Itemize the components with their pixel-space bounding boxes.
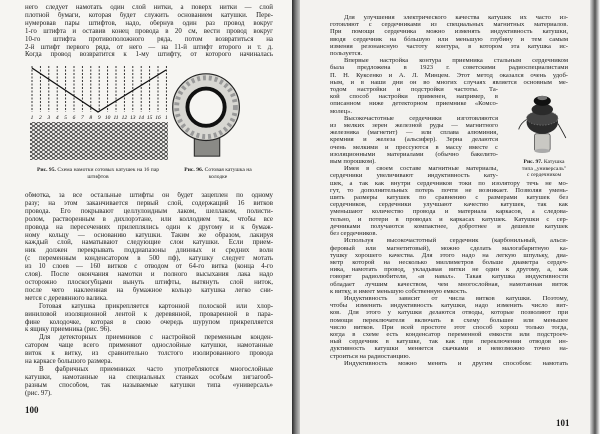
text-line: ника, намотать провод, укладывая витки не один к другому, а, как bbox=[330, 266, 568, 274]
pin-number: 7 bbox=[81, 115, 84, 121]
text-line: 10-го штифта противоположного ряда, потом возвратиться на bbox=[25, 35, 273, 43]
text-line: ный сердечник в катушке, так как при переключении отводов ин- bbox=[330, 338, 568, 346]
figure-96-coil-on-block bbox=[168, 66, 248, 164]
pin-number: 3 bbox=[47, 115, 51, 121]
right-page bbox=[300, 0, 590, 434]
text-line: пользуется. bbox=[330, 50, 363, 58]
text-line: на каркасе большого размера. bbox=[25, 358, 113, 366]
text-line: изменяя резонансную частоту контура, в котором эта катушка ис- bbox=[330, 42, 568, 50]
pin-number: 16 bbox=[155, 115, 161, 121]
page-edge bbox=[590, 0, 600, 434]
pin-number: 1 bbox=[30, 115, 34, 121]
text-line: гут, то дополнительных потерь почти не возникает. Позволяя умень- bbox=[330, 186, 568, 194]
pin-number: 6 bbox=[72, 115, 76, 121]
text-line: П. Н. Куксенко и А. Л. Минцем. Этот метод оказался очень удоб- bbox=[330, 71, 568, 79]
text-line: В фабричных приемниках часто употребляются многослойные bbox=[39, 365, 273, 373]
text-line: к ящику приемника (рис. 96). bbox=[25, 326, 112, 334]
text-line: феровый или магнетитовый), можно сделать малогабаритную ка- bbox=[330, 244, 568, 252]
text-line: провода. Его покрывают целлулоидным лаком, шеллаком, полисти- bbox=[25, 207, 273, 215]
figure-96-label: Рис. 96. bbox=[184, 167, 204, 173]
pin-number: 13 bbox=[130, 115, 136, 121]
left-text-top bbox=[25, 4, 273, 59]
text-line: метр которой на несколько миллиметров больше диаметра сердеч- bbox=[330, 258, 568, 266]
figure-96-caption bbox=[178, 167, 258, 180]
figure-96-text: Сотовая катушка на колодке bbox=[204, 167, 252, 180]
text-line: изоляционными материалами (обычно бакелито- bbox=[330, 150, 498, 158]
pin-number: 10 bbox=[104, 115, 111, 121]
figure-97-label: Рис. 97. bbox=[523, 159, 543, 165]
winding-mesh bbox=[30, 122, 168, 160]
text-line: говорят радиолюбители, «в навал». Такая катушка индуктивности bbox=[330, 273, 568, 281]
pin-number: 5 bbox=[64, 115, 67, 121]
figure-97-caption-line: с сердечником bbox=[526, 172, 562, 179]
text-line: Впервые настройка контура приемника стальным сердечником bbox=[344, 57, 568, 65]
text-line: виток к витку, из сравнительно толстого изолированного провода bbox=[25, 350, 273, 358]
left-page bbox=[0, 0, 294, 434]
text-line: него следует намотать один слой нитки, а поверх нитки — слой bbox=[25, 4, 273, 11]
text-line: тушку хорошего качества. Для этого надо на легкую шпульку, диа- bbox=[330, 251, 568, 259]
pin-number: 8 bbox=[89, 115, 93, 121]
figure-97-caption bbox=[503, 159, 585, 179]
text-line: чтобы изменить индуктивность катушки, надо изменить число вит- bbox=[330, 302, 568, 310]
text-line: плотной бумаги, которая будет служить основанием катушки. Пере- bbox=[25, 11, 273, 19]
text-line: шить размеры катушек по сравнению с размерами катушек без bbox=[330, 194, 568, 202]
text-line: после чего наклеенная на бумажное кольцо катушка легко сни- bbox=[25, 286, 273, 294]
text-line: кой способ настройки применен, например, в bbox=[330, 93, 498, 101]
figure-95-text: Схема намотки сотовых катушек на 16 пар штифтов bbox=[57, 167, 160, 180]
text-line: (рис. 97). bbox=[25, 389, 52, 397]
page-number-right: 101 bbox=[556, 418, 570, 428]
text-line: слоя). После окончания намотки и полного высыхания лака надо bbox=[25, 271, 273, 279]
text-line: (с переменным конденсатором в 500 пф), катушку следует мотать bbox=[25, 255, 273, 263]
figure-97-caption-line: Катушка bbox=[543, 159, 565, 165]
figure-95-winding-scheme bbox=[26, 64, 176, 164]
text-line: дечниками получаются компактнее, добротнее и дешевле катушек bbox=[330, 222, 568, 230]
pin-number: 12 bbox=[121, 115, 128, 121]
text-line: очень мелкими и прессуются в массу вместе с bbox=[330, 143, 498, 151]
text-line: из 10 слоев — 160 витков с отводом от 64-го витка (конца 4-го bbox=[25, 263, 273, 271]
figure-95-label: Рис. 95. bbox=[36, 167, 56, 173]
text-line: число витков. При всей простоте этот способ хорош только тогда, bbox=[330, 323, 568, 331]
text-line: Для детекторных приемников с настройкой переменным конден- bbox=[39, 334, 273, 342]
text-line: каждый слой, наматывают следующие слои катушки. Если прием- bbox=[25, 239, 273, 247]
text-line: ному кольцу — основанию катушки. Таким же образом, лакируя bbox=[25, 231, 273, 239]
text-line: фине колодочке, которая в свою очередь шурупом прикрепляется bbox=[25, 318, 273, 326]
pin-number: 14 bbox=[138, 115, 144, 121]
text-line: вым порошком). bbox=[330, 158, 376, 166]
text-line: без сердечников. bbox=[330, 230, 378, 238]
text-line: нумеровав пары штифтов, надо, обернув один раз провод вокруг bbox=[25, 19, 273, 27]
text-line: уменьшают количество провода и материала каркасов, а следова- bbox=[330, 208, 568, 216]
text-line: провода на пересечениях прилеплялись один к другому и к бумаж- bbox=[25, 223, 273, 231]
text-line: шек, а так как внутри сердечников токи по изолятору течь не мо- bbox=[330, 179, 568, 187]
text-line: ник должен перекрывать поддиапазоны длинных и средних волн bbox=[25, 247, 273, 255]
text-line: кремния и железа (альсифер). Зерна делаются bbox=[330, 136, 498, 144]
text-line: 1-го штифта и оставив конец провода в 20 см, вести провод вокруг bbox=[25, 27, 273, 35]
text-line: сердечников, сердечники улучшают качество катушек, так как bbox=[330, 201, 568, 209]
text-line: ков. Для этого у катушки делаются отводы, которые позволяют при bbox=[330, 309, 568, 317]
text-line: была предложена в 1923 г. советскими радиоспециалистами bbox=[330, 64, 568, 72]
text-line: осторожно плоскогубцами вынуть штифты, вытянуть слой ниток, bbox=[25, 278, 273, 286]
text-line: Имея в своем составе магнитные материалы, bbox=[344, 165, 498, 173]
text-line: сатором чаще всего применяют однослойные катушки, намотанные bbox=[25, 342, 273, 350]
pin-number: 1 bbox=[165, 115, 168, 121]
page-number-left: 100 bbox=[25, 405, 39, 415]
text-line: Когда провод возвратится к 1-му штифту, от которого начиналась bbox=[25, 51, 273, 59]
text-line: ным, и в наши дни он во многих случаях является основным ме- bbox=[330, 78, 568, 86]
text-line: когда в схеме есть конденсатор переменной емкости или подстроеч- bbox=[330, 330, 568, 338]
text-line: сердечники увеличивают индуктивность кату- bbox=[330, 172, 498, 180]
text-line: готовляют с сердечниками из специальных магнитных материалов. bbox=[330, 21, 568, 29]
pin-number: 15 bbox=[146, 115, 153, 121]
text-line: разным способом, так называемые катушки типа «универсаль» bbox=[25, 381, 273, 389]
text-line: тельно, и потери в проводах и каркасах катушек. Катушки с сер- bbox=[330, 215, 568, 223]
text-line: виниловой изоляционной лентой к деревянной, проваренной в пара- bbox=[25, 310, 273, 318]
text-line: Используя высокочастотный сердечник (карбонильный, альси- bbox=[344, 237, 568, 245]
text-line: обладает лучшим качеством, чем многослойная, намотанная виток bbox=[330, 280, 568, 288]
pin-number: 4 bbox=[55, 115, 59, 121]
text-line: мется с деревянного валика. bbox=[25, 294, 108, 302]
text-line: При помощи сердечника можно изменять индуктивность катушки, bbox=[330, 28, 568, 36]
pin-number: 11 bbox=[113, 115, 119, 121]
text-line: Готовая катушка прикрепляется картонной полоской или хлор- bbox=[39, 302, 273, 310]
text-line: к витку, и имеет меньшую собственную емкость. bbox=[330, 287, 468, 295]
text-line: дуктивность катушки меняется скачками и невозможно точно на- bbox=[330, 345, 568, 353]
pin-number: 2 bbox=[39, 115, 42, 121]
text-line: описанном ниже детекторном приемнике «Комсо- bbox=[330, 100, 498, 108]
text-line: обмотка, за все остальные штифты он будет зацеплен по одному bbox=[25, 192, 273, 199]
text-line: катушки, намотанные на специальных станках особым зигзагооб- bbox=[25, 373, 273, 381]
text-line: молец». bbox=[330, 107, 353, 115]
figure-97-universal-coil-photo bbox=[518, 88, 568, 158]
left-text-bottom bbox=[25, 192, 273, 398]
text-line: 2-й штифт первого ряда, от него — на 11-й штифт второго и т. д. bbox=[25, 43, 273, 51]
text-line: Индуктивность можно менять и другим способом: намотать bbox=[344, 359, 568, 367]
text-line: вводя сердечник на бóльшую или меньшую глубину и тем самым bbox=[330, 35, 568, 43]
figure-97-caption-line: типа „универсаль" bbox=[521, 165, 567, 172]
text-line: из мелких зерен железной руды — магнитного bbox=[330, 122, 498, 130]
pin-number: 9 bbox=[97, 115, 101, 121]
text-line: железняка (магнетит) — или сплава алюминия, bbox=[330, 129, 498, 137]
text-line: Индуктивность зависит от числа витков катушки. Поэтому, bbox=[344, 294, 568, 302]
text-line: ролом, растворенным в дихлорэтане, или коллодием так, чтобы все bbox=[25, 215, 273, 223]
text-line: помощи переключателя включать в схему большее или меньшее bbox=[330, 316, 568, 324]
text-line: Для улучшения электрического качества катушек их часто из- bbox=[344, 14, 568, 21]
text-line: разу; на этом заканчивается первый слой, содержащий 16 витков bbox=[25, 199, 273, 207]
figure-95-caption bbox=[28, 167, 168, 180]
text-line: строиться на радиостанцию. bbox=[330, 352, 411, 360]
text-line: Высокочастотные сердечники изготовляются bbox=[344, 114, 498, 122]
text-line: тодом настройки и подстройки частоты. Та- bbox=[330, 86, 498, 94]
right-text bbox=[330, 14, 568, 367]
